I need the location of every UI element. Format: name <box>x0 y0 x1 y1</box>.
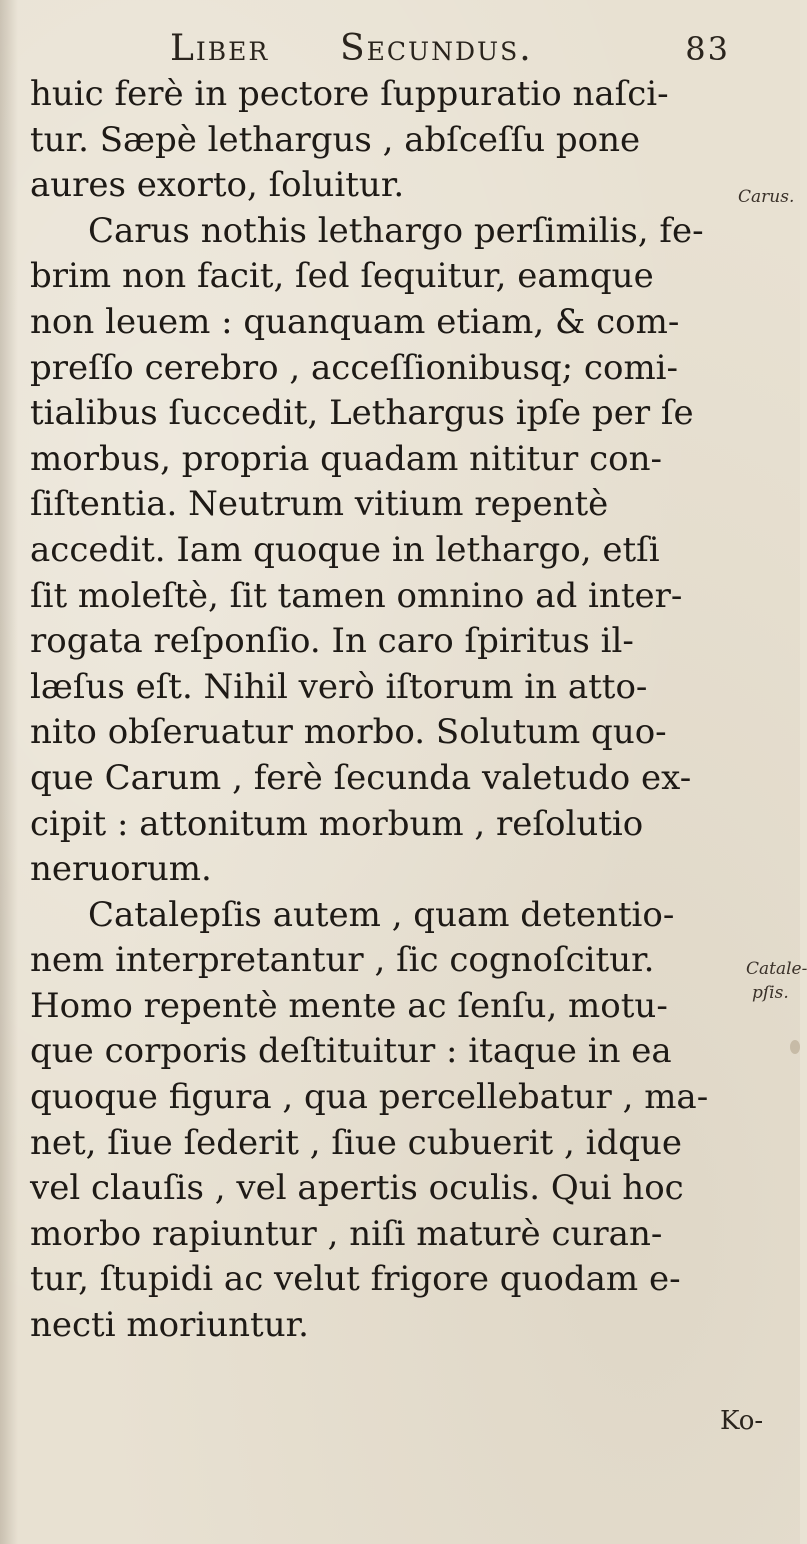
text-line: que Carum , ferè ſecunda valetudo ex- <box>30 757 692 798</box>
text-line: accedit. Iam quoque in lethargo, etſi <box>30 529 660 570</box>
text-line: tur. Sæpè lethargus , abſceſſu pone <box>30 119 641 160</box>
text-line: nem interpretantur , ſic cognoſcitur. <box>30 940 655 981</box>
catchword: Ko- <box>720 1406 764 1436</box>
text-line: Homo repentè mente ac ſenſu, motu- <box>30 985 668 1026</box>
text-line: rogata reſponſio. In caro ſpiritus il- <box>30 621 634 662</box>
text-line: preſſo cerebro , acceſſionibusq; comi- <box>30 347 679 388</box>
page-number: 83 <box>685 30 730 68</box>
text-line: læſus eſt. Nihil verò iſtorum in atto- <box>30 666 648 707</box>
text-line: net, ſiue ſederit , ſiue cubuerit , idque <box>30 1122 683 1163</box>
paper-speck <box>790 1040 800 1054</box>
text-line: nito obſeruatur morbo. Solutum quo- <box>30 712 667 753</box>
text-line: quoque figura , qua percellebatur , ma- <box>30 1077 709 1118</box>
text-line: neruorum. <box>30 849 212 890</box>
text-line: tur, ſtupidi ac velut frigore quodam e- <box>30 1259 681 1300</box>
text-line: aures exorto, ſoluitur. <box>30 165 405 206</box>
text-line: huic ferè in pectore ſuppuratio naſci- <box>30 74 669 114</box>
gutter-shadow <box>0 0 18 1544</box>
text-line: morbo rapiuntur , niſi maturè curan- <box>30 1213 663 1254</box>
text-line: brim non facit, ſed ſequitur, eamque <box>30 256 654 297</box>
header-book-number: Secundus. <box>340 28 533 69</box>
text-line: tialibus ſuccedit, Lethargus ipſe per ſe <box>30 393 694 434</box>
margin-note-catalepsis-1: Catale- <box>746 959 807 979</box>
text-line: Carus nothis lethargo perſimilis, fe- <box>88 210 704 251</box>
text-line: cipit : attonitum morbum , reſolutio <box>30 803 644 844</box>
text-line: ſit moleſtè, ſit tamen omnino ad inter- <box>30 575 683 616</box>
margin-note-catalepsis-2: pſis. <box>752 983 789 1003</box>
text-line: non leuem : quanquam etiam, & com- <box>30 301 680 342</box>
text-line: Catalepſis autem , quam detentio- <box>88 894 675 935</box>
margin-note-carus: Carus. <box>738 187 795 207</box>
text-line: necti moriuntur. <box>30 1305 309 1346</box>
text-line: ſiſtentia. Neutrum vitium repentè <box>30 484 609 525</box>
header-book-title: Liber <box>170 28 270 69</box>
text-line: que corporis deſtituitur : itaque in ea <box>30 1031 672 1072</box>
text-line: vel clauſis , vel apertis oculis. Qui hoc <box>30 1168 684 1209</box>
body-text <box>30 72 709 1349</box>
text-line: morbus, propria quadam nititur con- <box>30 438 662 479</box>
